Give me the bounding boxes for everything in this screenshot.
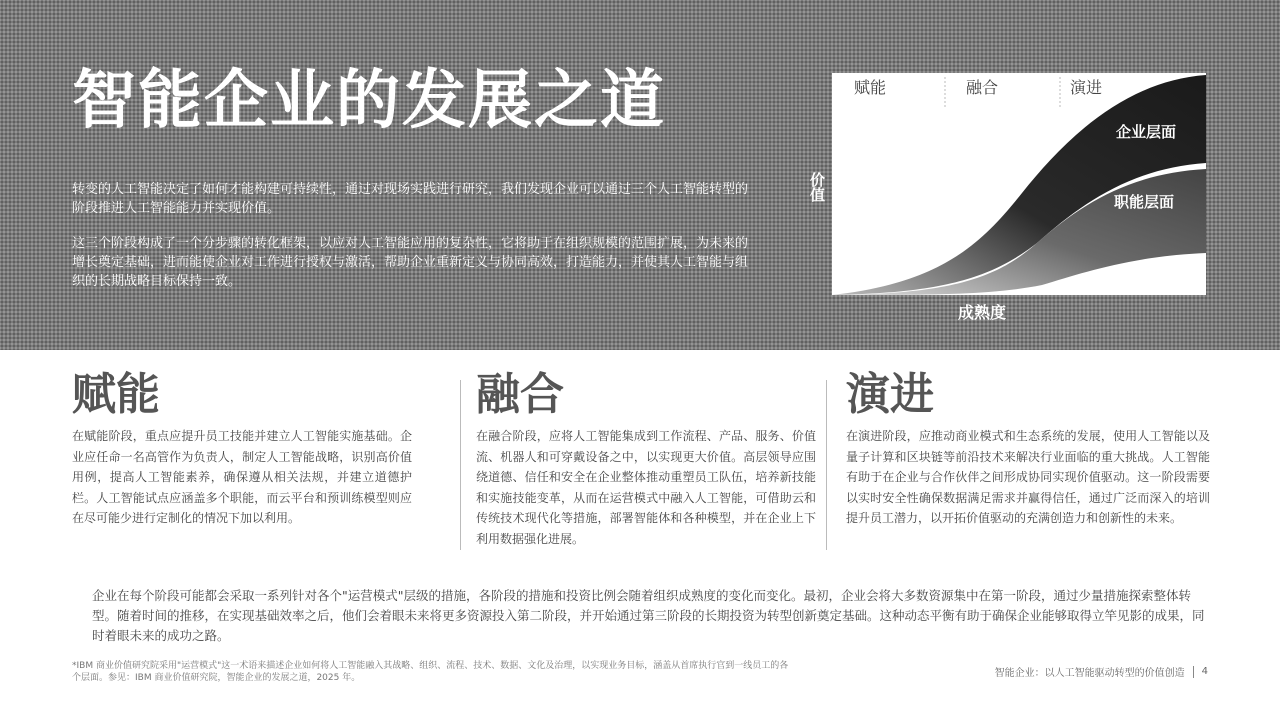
column-heading: 演进 (846, 369, 934, 420)
column-divider (826, 380, 827, 550)
layer-label-enterprise: 企业层面 (1116, 123, 1177, 141)
footer-separator (1193, 666, 1194, 678)
page-number: 4 (1201, 666, 1208, 677)
column-divider (460, 380, 461, 550)
layer-label-function: 职能层面 (1114, 193, 1175, 211)
footnote: *IBM 商业价值研究院采用"运营模式"这一术语来描述企业如何将人工智能融入其战略、组织、流程、技术、数据、文化及治理，以实现业务目标，涵盖从首席执行官到一线员工的各个层面。参见：IBM 商业价值研究院，智能企业的发展之道，2025 年。 (72, 661, 789, 683)
summary-paragraph: 企业在每个阶段可能都会采取一系列针对各个"运营模式"层级的措施，各阶段的措施和投资比例会随着组织成熟度的变化而变化。最初，企业会将大多数资源集中在第一阶段，通过少量措施探索整体转型。随着时间的推移，在实现基础效率之后，他们会着眼未来将更多资源投入第二阶段，并开始通过第三阶段的长期投资为转型创新奠定基础。这种动态平衡有助于确保企业能够取得立竿见影的成果，同时着眼未来的成功之路。 (92, 588, 1205, 643)
intro-paragraph-1: 转变的人工智能决定了如何才能构建可持续性，通过对现场实践进行研究，我们发现企业可以通过三个人工智能转型的阶段推进人工智能能力并实现价值。 (72, 182, 749, 216)
phase-label-evolve: 演进 (1070, 78, 1103, 97)
report-title: 智能企业：以人工智能驱动转型的价值创造 (994, 668, 1185, 679)
phase-label-empower: 赋能 (854, 78, 887, 97)
maturity-diagram (832, 73, 1206, 295)
maturity-curve-graphic (832, 73, 1206, 295)
column-body: 在赋能阶段，重点应提升员工技能并建立人工智能实施基础。企业应任命一名高管作为负责人，制定人工智能战略，识别高价值用例，提高人工智能素养，确保遵从相关法规，并建立道德护栏。人工智能试点应涵盖多个职能，而云平台和预训练模型则应在尽可能少进行定制化的情况下加以利用。 (72, 429, 412, 525)
phase-label-integrate: 融合 (966, 78, 999, 97)
page-footer (995, 664, 1208, 679)
column-empower (72, 369, 412, 529)
diagram-x-axis-label: 成熟度 (958, 303, 1007, 322)
page-title: 智能企业的发展之道 (72, 64, 666, 138)
column-heading: 赋能 (72, 369, 160, 420)
column-body: 在演进阶段，应推动商业模式和生态系统的发展，使用人工智能以及量子计算和区块链等前沿技术来解决行业面临的重大挑战。人工智能有助于在企业与合作伙伴之间形成协同实现价值驱动。这一阶段需要以实时安全性确保数据满足需求并赢得信任，通过广泛而深入的培训提升员工潜力，以开拓价值驱动的充满创造力和创新性的未来。 (846, 429, 1210, 525)
hero-banner (0, 0, 1280, 350)
intro-paragraph-2: 这三个阶段构成了一个分步骤的转化框架，以应对人工智能应用的复杂性，它将助于在组织规模的范围扩展，为未来的增长奠定基础，进而能使企业对工作进行授权与激活，帮助企业重新定义与协同高效，打造能力，并使其人工智能与组织的长期战略目标保持一致。 (72, 236, 749, 289)
diagram-y-axis-label: 价值 (808, 172, 826, 202)
column-integrate (476, 369, 816, 549)
column-body: 在融合阶段，应将人工智能集成到工作流程、产品、服务、价值流、机器人和可穿戴设备之中，以实现更大价值。高层领导应围绕道德、信任和安全在企业整体推动重塑员工队伍，培养新技能和实施技能变革，从而在运营模式中融入人工智能，可借助云和传统技术现代化等措施，部署智能体和各种模型，并在企业上下利用数据强化进展。 (476, 429, 816, 546)
column-evolve (846, 369, 1210, 529)
column-heading: 融合 (476, 369, 564, 420)
